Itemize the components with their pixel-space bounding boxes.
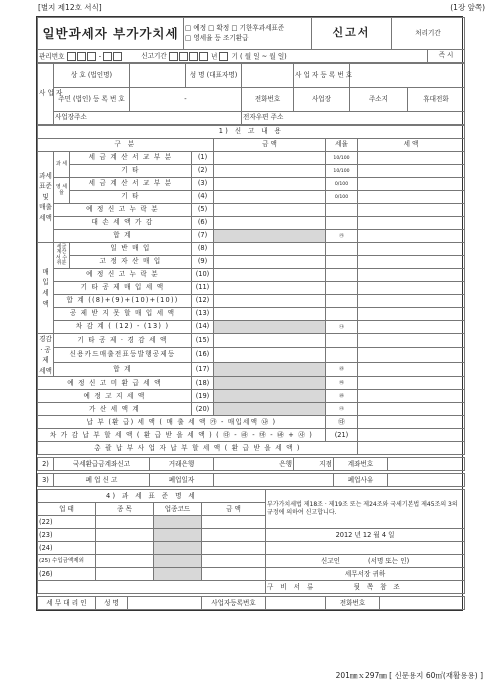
rate-header: 세율 (326, 139, 358, 152)
report-row (38, 390, 465, 403)
rate-cell (326, 217, 358, 230)
amount-cell[interactable] (214, 321, 326, 334)
business-reg-value[interactable] (350, 64, 465, 88)
base-row: (25) 수입금액제외 (38, 555, 96, 568)
payable-mark: ㉰ (326, 416, 358, 429)
biz-amount-header: 금 액 (202, 503, 266, 516)
row-number: (7) (192, 230, 214, 243)
tax-cell[interactable] (358, 256, 465, 269)
rate-cell: 0/100 (326, 178, 358, 191)
closure-label: 폐 업 신 고 (54, 474, 150, 487)
amount-cell[interactable] (214, 308, 326, 321)
row-label: 일 반 매 입 (70, 243, 192, 256)
rate-cell: ㉴ (326, 403, 358, 416)
agent-name-label: 성 명 (96, 597, 128, 610)
tax-cell[interactable] (358, 204, 465, 217)
business-side-label: 사 업 자 (38, 64, 54, 125)
closure-reason-label: 폐업사유 (334, 474, 388, 487)
rate-cell: ㉱ (326, 362, 358, 376)
trade-name-label: 상 호 (법인명) (54, 64, 130, 88)
row-label: 기 타 (70, 165, 192, 178)
item-header: 구 분 (38, 139, 214, 152)
management-number: 관리번호 - 신고기간 년 기 ( 월 일 ~ 월 일) (38, 50, 428, 63)
closure-date-label: 폐업일자 (150, 474, 214, 487)
report-row (38, 348, 465, 362)
report-row (38, 403, 465, 416)
row-label: 세 금 계 산 서 교 부 분 (70, 178, 192, 191)
rate-cell (326, 282, 358, 295)
amount-cell[interactable] (214, 403, 326, 416)
report-row (38, 377, 465, 390)
tax-cell[interactable] (358, 230, 465, 243)
row-number: (15) (192, 334, 214, 348)
amount-cell[interactable] (214, 165, 326, 178)
base-row: (22) (38, 516, 96, 529)
row-number: (8) (192, 243, 214, 256)
tax-header: 세 액 (358, 139, 465, 152)
phone-label: 전화번호 (242, 88, 294, 112)
row-number: (11) (192, 282, 214, 295)
row-label: 세 금 계 산 서 교 부 분 (70, 152, 192, 165)
base-row: (26) (38, 568, 96, 581)
notice: 부가가치세법 제18조 · 제19조 또는 제24조와 국세기본법 제45조의 3의 규정에 의하여 신고합니다. (266, 490, 465, 529)
rate-cell: ㉳ (326, 390, 358, 403)
tax-cell[interactable] (358, 403, 465, 416)
report-row (38, 295, 465, 308)
amount-cell[interactable] (214, 191, 326, 204)
amount-cell[interactable] (214, 390, 326, 403)
row-label: 기 타 (70, 191, 192, 204)
report-row (38, 282, 465, 295)
rate-cell (326, 269, 358, 282)
tax-cell[interactable] (358, 282, 465, 295)
tax-cell[interactable] (358, 308, 465, 321)
group-label: 매 입 세 액 (38, 243, 54, 334)
agent-phone-label: 전화번호 (326, 597, 380, 610)
group-label: 경감 · 공제 세액 (38, 334, 54, 377)
payable-label: 납 부 (환 급) 세 액 ( 매 출 세 액 ㉮ - 매입세액 ㉯ ) (38, 416, 326, 429)
row-number: (10) (192, 269, 214, 282)
report-row (38, 204, 465, 217)
amount-cell[interactable] (214, 282, 326, 295)
email-label: 전자우편 주소 (242, 112, 465, 125)
report-row (38, 334, 465, 348)
row-number: (4) (192, 191, 214, 204)
mobile-label: 휴대전화 (408, 88, 465, 112)
row-number: (18) (192, 377, 214, 390)
section-2-number: 2) (38, 458, 54, 471)
amount-cell[interactable] (214, 204, 326, 217)
address-label: 주소지 (350, 88, 408, 112)
amount-cell[interactable] (214, 256, 326, 269)
base-row: (24) (38, 542, 96, 555)
report-row (38, 152, 465, 165)
rate-cell: 10/100 (326, 152, 358, 165)
tax-cell[interactable] (358, 377, 465, 390)
attachments: 구 비 서 류 뒷 쪽 참 조 (266, 581, 465, 594)
processing-period: 처리기간 (392, 18, 465, 50)
amount-cell[interactable] (214, 334, 326, 348)
place-label: 사업장 (294, 88, 350, 112)
business-reg-label: 사 업 자 등 록 번 호 (294, 64, 350, 88)
row-number: (9) (192, 256, 214, 269)
sub-group-label: 세금계산서 수취분 (54, 243, 70, 269)
biz-type-header: 업 태 (38, 503, 96, 516)
amount-cell[interactable] (214, 152, 326, 165)
amount-cell[interactable] (214, 348, 326, 362)
report-row (38, 256, 465, 269)
row-label: 기 타 공 제 매 입 세 액 (54, 282, 192, 295)
row-label: 고 정 자 산 매 입 (70, 256, 192, 269)
report-row (38, 243, 465, 256)
row-label: 예 정 신 고 미 환 급 세 액 (38, 377, 192, 390)
row-number: (1) (192, 152, 214, 165)
form-frame (36, 16, 463, 611)
row-label: 합 계 (54, 230, 192, 243)
biz-code-header: 업종코드 (154, 503, 202, 516)
representative-label: 성 명 (대표자명) (186, 64, 242, 88)
final-label: 차 가 감 납 부 할 세 액 ( 환 급 받 을 세 액 ) ( ㉰ - ㉱ - ㉲ - ㉳ + ㉴ ) (38, 429, 326, 442)
tax-cell[interactable] (358, 295, 465, 308)
tax-cell[interactable] (358, 217, 465, 230)
tax-cell[interactable] (358, 152, 465, 165)
form-title: 일반과세자 부가가치세 (38, 18, 184, 50)
row-label: 예 정 신 고 누 락 분 (54, 204, 192, 217)
account-label: 계좌번호 (334, 458, 388, 471)
resident-reg-label: 주민 (법인) 등 록 번 호 (54, 88, 130, 112)
row-label: 합 계 ((8)+(9)+(10)+(10)) (54, 295, 192, 308)
paper-spec: 201㎜ｘ297㎜ [ 신문용지 60㎡(재활용용) ] (335, 671, 483, 680)
report-row (38, 321, 465, 334)
immediate-label: 즉 시 (428, 50, 465, 63)
amount-cell[interactable] (214, 377, 326, 390)
page-side: (1장 앞쪽) (450, 3, 485, 12)
tax-cell[interactable] (358, 178, 465, 191)
report-options: □ 예정 □ 확정 □ 기한후과세표준 □ 영세율 등 조기환급 (184, 18, 312, 50)
amount-cell[interactable] (214, 230, 326, 243)
report-row (38, 230, 465, 243)
row-label: 기 타 공 제 · 경 감 세 액 (54, 334, 192, 348)
report-row (38, 362, 465, 376)
section-4-title: 4) 과 세 표 준 명 세 (38, 490, 266, 503)
tax-cell[interactable] (358, 348, 465, 362)
summary-label: 총 괄 납 부 사 업 자 납 부 할 세 액 ( 환 급 받 을 세 액 ) (38, 442, 358, 455)
amount-cell[interactable] (214, 295, 326, 308)
branch-field[interactable]: 지점 (294, 458, 334, 471)
biz-kind-header: 종 목 (96, 503, 154, 516)
report-row (38, 178, 465, 191)
amount-cell[interactable] (214, 243, 326, 256)
base-row: (23) (38, 529, 96, 542)
sub-group-label: 과 세 (54, 152, 70, 178)
group-label: 과세표준 및 매출세액 (38, 152, 54, 243)
tax-cell[interactable] (358, 390, 465, 403)
rate-cell (326, 295, 358, 308)
report-date: 2012 년 12 월 4 일 (266, 529, 465, 542)
bank-field[interactable]: 은행 (214, 458, 294, 471)
row-number: (3) (192, 178, 214, 191)
row-label: 공 제 받 지 못 할 매 입 세 액 (54, 308, 192, 321)
row-label: 합 계 (54, 362, 192, 376)
amount-cell[interactable] (214, 217, 326, 230)
refund-account-label: 국세환급금계좌신고 (54, 458, 150, 471)
reporter-line: 신고인 (서명 또는 인) (266, 555, 465, 568)
rate-cell (326, 348, 358, 362)
amount-cell[interactable] (214, 362, 326, 376)
bank-label: 거래은행 (150, 458, 214, 471)
rate-cell (326, 256, 358, 269)
row-label: 가 산 세 액 계 (38, 403, 192, 416)
rate-cell: ㉲ (326, 377, 358, 390)
location-label: 사업장주소 (54, 112, 242, 125)
sub-group-label: 영 세 율 (54, 178, 70, 204)
tax-cell[interactable] (358, 165, 465, 178)
tax-cell[interactable] (358, 269, 465, 282)
row-number: (2) (192, 165, 214, 178)
row-number: (14) (192, 321, 214, 334)
rate-cell (326, 334, 358, 348)
final-number: (21) (326, 429, 358, 442)
tax-cell[interactable] (358, 243, 465, 256)
row-number: (12) (192, 295, 214, 308)
row-number: (16) (192, 348, 214, 362)
rate-cell: 0/100 (326, 191, 358, 204)
row-label: 예 정 고 지 세 액 (38, 390, 192, 403)
office-label: 세무서장 귀하 (266, 568, 465, 581)
rate-cell: ㉮ (326, 230, 358, 243)
row-number: (6) (192, 217, 214, 230)
rate-cell (326, 204, 358, 217)
report-row (38, 308, 465, 321)
report-row (38, 191, 465, 204)
resident-reg-value[interactable]: - (130, 88, 242, 112)
tax-cell[interactable] (358, 191, 465, 204)
amount-header: 금 액 (214, 139, 326, 152)
report-title: 신고서 (312, 18, 392, 50)
report-row (38, 165, 465, 178)
rate-cell: 10/100 (326, 165, 358, 178)
section-3-number: 3) (38, 474, 54, 487)
row-label: 차 감 계 ( (12) - (13) ) (54, 321, 192, 334)
form-number: [별지 제12호 서식] (38, 3, 102, 12)
row-label: 예 정 신 고 누 락 분 (54, 269, 192, 282)
tax-cell[interactable] (358, 334, 465, 348)
section-1-title: 1) 신 고 내 용 (38, 126, 465, 139)
row-label: 대 손 세 액 가 감 (54, 217, 192, 230)
rate-cell (326, 308, 358, 321)
row-number: (5) (192, 204, 214, 217)
tax-cell[interactable] (358, 321, 465, 334)
tax-cell[interactable] (358, 362, 465, 376)
row-number: (20) (192, 403, 214, 416)
row-number: (17) (192, 362, 214, 376)
row-number: (19) (192, 390, 214, 403)
report-row (38, 217, 465, 230)
agent-reg-label: 사업자등록번호 (202, 597, 266, 610)
rate-cell: ㉯ (326, 321, 358, 334)
agent-label: 세 무 대 리 인 (38, 597, 96, 610)
amount-cell[interactable] (214, 178, 326, 191)
row-label: 신용카드매출전표등발행공제등 (54, 348, 192, 362)
row-number: (13) (192, 308, 214, 321)
report-row (38, 269, 465, 282)
rate-cell (326, 243, 358, 256)
trade-name-value[interactable] (130, 64, 186, 88)
amount-cell[interactable] (214, 269, 326, 282)
representative-value[interactable] (242, 64, 294, 88)
